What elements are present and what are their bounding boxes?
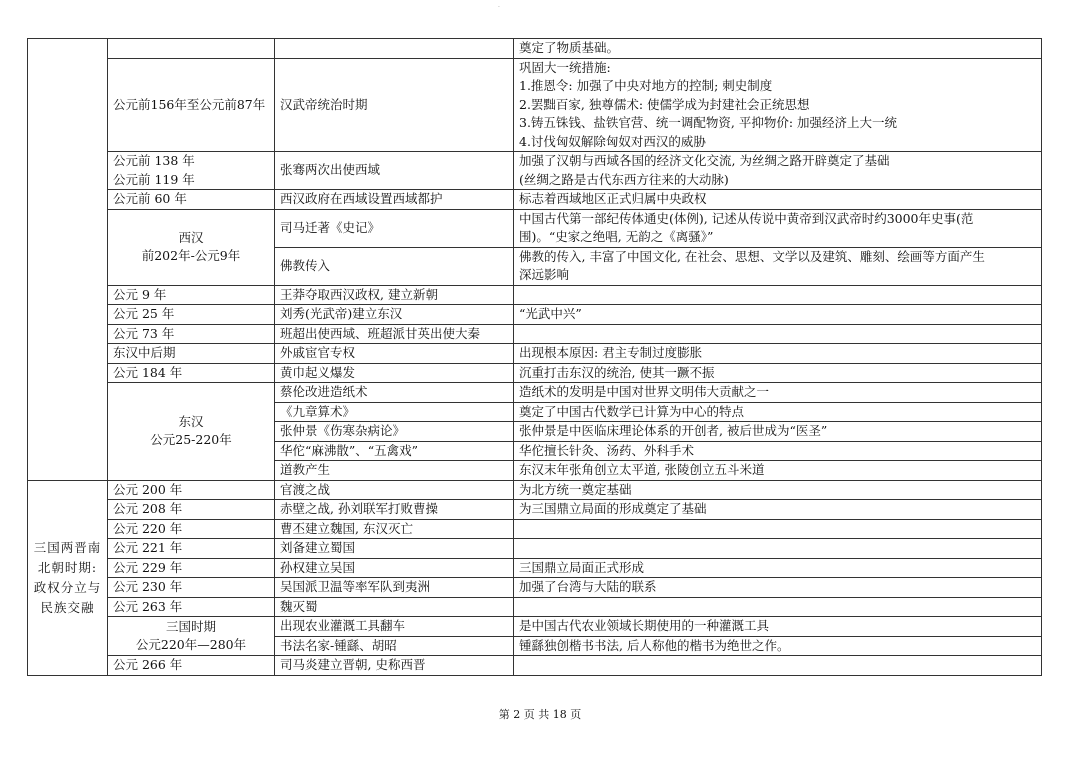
cell-text: 华佗擅长针灸、汤药、外科手术	[519, 442, 695, 458]
time-cell	[108, 324, 275, 344]
era-cell	[28, 480, 108, 675]
significance-cell	[514, 209, 1042, 247]
table-row	[28, 480, 1042, 500]
time-cell	[108, 539, 275, 559]
table-row	[28, 597, 1042, 617]
cell-text: 官渡之战	[280, 481, 331, 497]
table-row	[28, 190, 1042, 210]
period-cell	[108, 617, 275, 656]
significance-cell	[514, 636, 1042, 656]
cell-text: 锺繇独创楷书书法, 后人称他的楷书为绝世之作。	[519, 637, 790, 653]
significance-cell	[514, 152, 1042, 190]
table-row	[28, 558, 1042, 578]
page-footer: 第 2 页 共 18 页	[498, 708, 582, 721]
significance-cell	[514, 58, 1042, 152]
table-row	[28, 344, 1042, 364]
cell-text: 围)。“史家之绝唱, 无韵之《离骚》”	[519, 229, 714, 244]
cell-text: 东汉末年张角创立太平道, 张陵创立五斗米道	[519, 462, 765, 477]
time-cell	[108, 152, 275, 190]
cell-text: 中国古代第一部纪传体通史(体例), 记述从传说中黄帝到汉武帝时约3000年史事(范	[519, 210, 974, 226]
event-cell	[275, 500, 514, 520]
cell-text: 吴国派卫温等率军队到夷洲	[280, 579, 431, 594]
table-row	[28, 656, 1042, 676]
cell-text: 公元220年—280年	[135, 637, 247, 652]
table-row	[28, 324, 1042, 344]
cell-text: 蔡伦改进造纸术	[280, 384, 368, 399]
event-cell	[275, 558, 514, 578]
event-cell	[275, 344, 514, 364]
time-cell	[108, 58, 275, 152]
event-cell	[275, 617, 514, 637]
cell-text: 佛教的传入, 丰富了中国文化, 在社会、思想、文学以及建筑、雕刻、绘画等方面产生	[519, 248, 985, 264]
history-table	[27, 38, 1042, 676]
cell-text: 公元 184 年	[113, 364, 183, 380]
significance-cell	[514, 656, 1042, 676]
cell-text: 公元 229 年	[113, 559, 183, 575]
event-cell	[275, 305, 514, 325]
cell-text: 公元 220 年	[113, 520, 183, 536]
cell-text: 魏灭蜀	[280, 598, 318, 614]
table-row	[28, 519, 1042, 539]
significance-cell	[514, 500, 1042, 520]
period-cell	[108, 209, 275, 285]
significance-cell	[514, 39, 1042, 59]
cell-text: 加强了汉朝与西域各国的经济文化交流, 为丝绸之路开辟奠定了基础	[519, 153, 890, 168]
cell-text: 公元 230 年	[113, 579, 183, 594]
cell-text: 汉武帝统治时期	[280, 96, 368, 112]
cell-text: 公元前 138 年	[113, 153, 195, 168]
cell-text: 为三国鼎立局面的形成奠定了基础	[519, 501, 707, 516]
significance-cell	[514, 247, 1042, 285]
cell-text: 赤壁之战, 孙刘联军打败曹操	[280, 501, 438, 516]
table-row	[28, 539, 1042, 559]
cell-text: 道教产生	[280, 462, 331, 477]
time-cell	[108, 500, 275, 520]
cell-text: “光武中兴”	[519, 306, 582, 321]
time-cell	[108, 578, 275, 598]
significance-cell	[514, 363, 1042, 383]
table-row	[28, 363, 1042, 383]
significance-cell	[514, 441, 1042, 461]
cell-text: 张仲景《伤寒杂病论》	[280, 423, 406, 438]
time-cell	[108, 480, 275, 500]
significance-cell	[514, 617, 1042, 637]
cell-text: 孙权建立吴国	[280, 559, 356, 575]
cell-text: 张仲景是中医临床理论体系的开创者, 被后世成为“医圣”	[519, 423, 828, 438]
significance-cell	[514, 578, 1042, 598]
event-cell	[275, 656, 514, 676]
period-cell	[108, 383, 275, 481]
event-cell	[275, 402, 514, 422]
event-cell	[275, 39, 514, 59]
cell-text: 佛教传入	[280, 257, 331, 273]
cell-text: 班超出使西域、班超派甘英出使大秦	[280, 325, 481, 341]
event-cell	[275, 363, 514, 383]
significance-cell	[514, 480, 1042, 500]
cell-text: 是中国古代农业领域长期使用的一种灌溉工具	[519, 618, 770, 633]
cell-text: 王莽夺取西汉政权, 建立新朝	[280, 286, 438, 302]
table-row	[28, 500, 1042, 520]
time-cell	[108, 656, 275, 676]
cell-text: 加强了台湾与大陆的联系	[519, 579, 657, 594]
cell-text: 沉重打击东汉的统治, 使其一蹶不振	[519, 364, 715, 380]
table-row	[28, 39, 1042, 59]
event-cell	[275, 247, 514, 285]
cell-text: 刘秀(光武帝)建立东汉	[280, 306, 403, 321]
event-cell	[275, 285, 514, 305]
cell-text: 公元 9 年	[113, 286, 167, 302]
table-row	[28, 285, 1042, 305]
significance-cell	[514, 519, 1042, 539]
cell-text: 公元 200 年	[113, 481, 183, 497]
cell-text: 出现根本原因: 君主专制过度膨胀	[519, 345, 703, 360]
cell-text: 公元 25 年	[113, 306, 175, 321]
event-cell	[275, 324, 514, 344]
cell-text: 公元25-220年	[150, 432, 232, 448]
event-cell	[275, 597, 514, 617]
cell-text: 司马迁著《史记》	[280, 219, 381, 235]
cell-text: 曹丕建立魏国, 东汉灭亡	[280, 520, 413, 536]
cell-text: 三国鼎立局面正式形成	[519, 559, 645, 575]
event-cell	[275, 58, 514, 152]
significance-cell	[514, 422, 1042, 442]
cell-text: 司马炎建立晋朝, 史称西晋	[280, 657, 426, 672]
cell-text: 公元 266 年	[113, 657, 183, 672]
significance-cell	[514, 305, 1042, 325]
cell-text: 3.铸五铢钱、盐铁官营、统一调配物资, 平抑物价: 加强经济上大一统	[519, 115, 898, 130]
cell-text: 政权分立与	[33, 579, 102, 595]
time-cell	[108, 597, 275, 617]
event-cell	[275, 539, 514, 559]
cell-text: 北朝时期:	[37, 559, 98, 575]
significance-cell	[514, 285, 1042, 305]
cell-text: 公元 73 年	[113, 325, 175, 341]
cell-text: 外戚宦官专权	[280, 345, 356, 360]
cell-text: 前202年-公元9年	[141, 248, 241, 263]
event-cell	[275, 461, 514, 481]
significance-cell	[514, 190, 1042, 210]
event-cell	[275, 422, 514, 442]
cell-text: 书法名家-锺繇、胡昭	[280, 637, 397, 653]
cell-text: 奠定了中国古代数学已计算为中心的特点	[519, 403, 745, 419]
time-cell	[108, 39, 275, 59]
cell-text: 为北方统一奠定基础	[519, 481, 632, 497]
significance-cell	[514, 461, 1042, 481]
cell-text: 出现农业灌溉工具翻车	[280, 618, 406, 633]
table-row	[28, 209, 1042, 247]
cell-text: 三国两晋南	[33, 539, 102, 555]
table-row	[28, 152, 1042, 190]
significance-cell	[514, 383, 1042, 403]
table-row	[28, 617, 1042, 637]
cell-text: 公元前156年至公元前87年	[113, 96, 266, 112]
event-cell	[275, 519, 514, 539]
event-cell	[275, 190, 514, 210]
event-cell	[275, 152, 514, 190]
cell-text: 深远影响	[519, 267, 570, 282]
cell-text: 公元 263 年	[113, 598, 183, 614]
significance-cell	[514, 597, 1042, 617]
event-cell	[275, 636, 514, 656]
table-row	[28, 58, 1042, 152]
event-cell	[275, 209, 514, 247]
significance-cell	[514, 539, 1042, 559]
time-cell	[108, 305, 275, 325]
cell-text: 西汉政府在西域设置西域都护	[280, 191, 443, 206]
significance-cell	[514, 344, 1042, 364]
cell-text: 华佗“麻沸散”、“五禽戏”	[280, 442, 419, 458]
time-cell	[108, 519, 275, 539]
cell-text: 东汉中后期	[113, 345, 176, 360]
top-mark: ·	[498, 4, 500, 11]
cell-text: 2.罢黜百家, 独尊儒术: 使儒学成为封建社会正统思想	[519, 96, 810, 112]
cell-text: 公元前 60 年	[113, 191, 187, 206]
table-row	[28, 383, 1042, 403]
significance-cell	[514, 324, 1042, 344]
table-row	[28, 305, 1042, 325]
time-cell	[108, 344, 275, 364]
cell-text: 造纸术的发明是中国对世界文明伟大贡献之一	[519, 384, 770, 399]
cell-text: 黄巾起义爆发	[280, 364, 356, 380]
cell-text: 民族交融	[40, 599, 95, 615]
cell-text: 公元 221 年	[113, 540, 183, 555]
time-cell	[108, 190, 275, 210]
table-row	[28, 578, 1042, 598]
era-cell	[28, 39, 108, 481]
cell-text: 奠定了物质基础。	[519, 40, 620, 55]
cell-text: 公元前 119 年	[113, 171, 195, 187]
cell-text: 4.讨伐匈奴解除匈奴对西汉的威胁	[519, 133, 706, 149]
event-cell	[275, 383, 514, 403]
event-cell	[275, 578, 514, 598]
cell-text: 《九章算术》	[280, 403, 356, 419]
cell-text: 标志着西域地区正式归属中央政权	[519, 191, 707, 206]
cell-text: 巩固大一统措施:	[519, 59, 611, 75]
cell-text: 张骞两次出使西域	[280, 162, 381, 178]
cell-text: 公元 208 年	[113, 501, 183, 516]
cell-text: 东汉	[178, 413, 204, 429]
cell-text: (丝绸之路是古代东西方往来的大动脉)	[519, 171, 729, 187]
time-cell	[108, 363, 275, 383]
cell-text: 1.推恩令: 加强了中央对地方的控制; 刺史制度	[519, 78, 773, 93]
significance-cell	[514, 402, 1042, 422]
cell-text: 刘备建立蜀国	[280, 540, 356, 555]
time-cell	[108, 558, 275, 578]
event-cell	[275, 441, 514, 461]
event-cell	[275, 480, 514, 500]
time-cell	[108, 285, 275, 305]
cell-text: 三国时期	[165, 618, 216, 634]
cell-text: 西汉	[178, 229, 204, 245]
significance-cell	[514, 558, 1042, 578]
